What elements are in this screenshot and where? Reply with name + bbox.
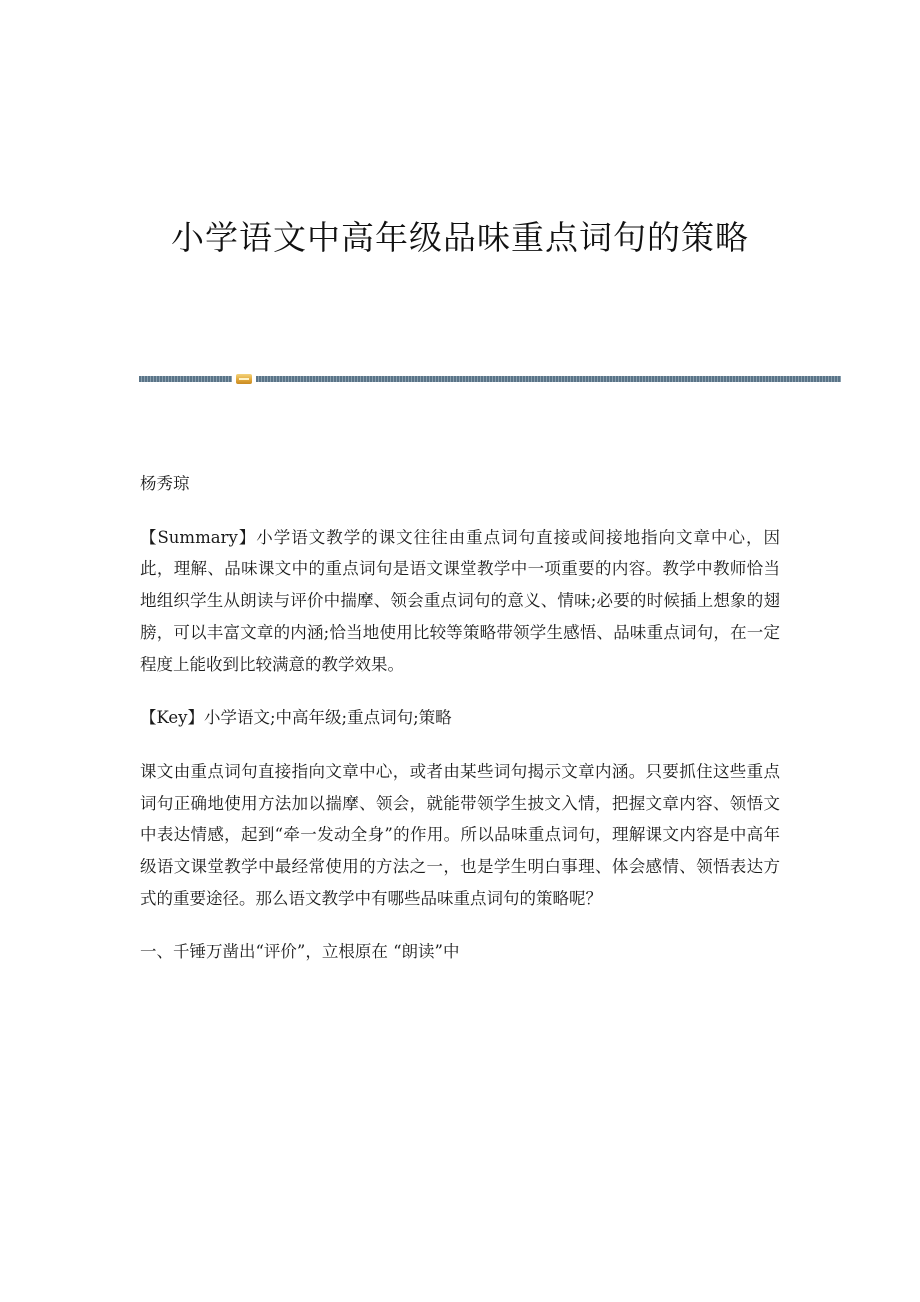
key-label: 【Key】 bbox=[140, 708, 204, 728]
divider-bar-right bbox=[256, 376, 841, 382]
keywords-paragraph bbox=[140, 702, 780, 734]
section-heading: 一、千锤万凿出“评价”，立根原在 “朗读”中 bbox=[140, 942, 460, 962]
divider-ornament-icon bbox=[236, 374, 252, 384]
key-text: 小学语文;中高年级;重点词句;策略 bbox=[203, 708, 452, 728]
summary-text: 小学语文教学的课文往往由重点词句直接或间接地指向文章中心，因此，理解、品味课文中的重点词句是语文课堂教学中一项重要的内容。教学中教师恰当地组织学生从朗读与评价中揣摩、领会重点词句的意义、情味;必要的时候插上想象的翅膀，可以丰富文章的内涵;恰当地使用比较等策略带领学生感悟、品味重点词句，在一定程度上能收到比较满意的教学效果。 bbox=[140, 527, 780, 674]
body-paragraph: 课文由重点词句直接指向文章中心，或者由某些词句揭示文章内涵。只要抓住这些重点词句正确地使用方法加以揣摩、领会，就能带领学生披文入情，把握文章内容、领悟文中表达情感，起到“牵一发动全身”的作用。所以品味重点词句，理解课文内容是中高年级语文课堂教学中最经常使用的方法之一，也是学生明白事理、体会感情、领悟表达方式的重要途径。那么语文教学中有哪些品味重点词句的策略呢？ bbox=[140, 761, 780, 908]
summary-label: 【Summary】 bbox=[140, 527, 257, 547]
document-title: 小学语文中高年级品味重点词句的策略 bbox=[171, 218, 749, 257]
title-divider bbox=[139, 374, 841, 384]
document-body bbox=[140, 468, 780, 968]
divider-bar-left bbox=[139, 376, 232, 382]
summary-paragraph bbox=[140, 522, 780, 681]
author-name: 杨秀琼 bbox=[140, 474, 190, 493]
